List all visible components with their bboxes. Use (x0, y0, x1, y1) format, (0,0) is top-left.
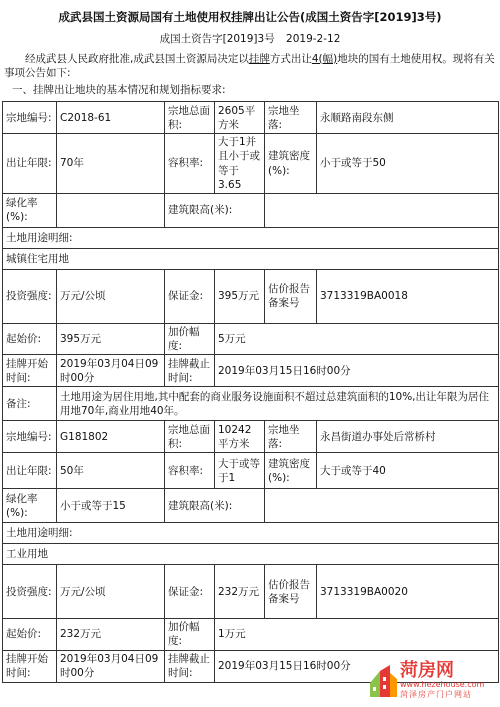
label-invest: 投资强度: (3, 269, 57, 323)
watermark-slogan: 菏泽房产门户网站 (400, 690, 472, 699)
parcel-1-density: 小于或等于50 (317, 134, 499, 194)
parcel-2-appraisal: 3713319BA0020 (317, 565, 499, 619)
parcel-2-area: 10242平方米 (215, 421, 265, 453)
parcel-1-row-remark (3, 387, 499, 421)
label-height: 建筑限高(米): (165, 193, 265, 227)
intro-method: 挂牌 (248, 52, 270, 65)
doc-number: 成国土资告字[2019]3号 (159, 32, 275, 45)
parcel-1-listing-start: 2019年03月04日09时00分 (57, 355, 165, 387)
parcel-1-area: 2605平方米 (215, 102, 265, 134)
label-density: 建筑密度(%): (265, 453, 317, 489)
parcel-2-density: 大于或等于40 (317, 453, 499, 489)
parcel-1-location: 永顺路南段东侧 (317, 102, 499, 134)
parcel-1-height (265, 193, 499, 227)
label-location: 宗地坐落: (265, 102, 317, 134)
parcel-2-row-invest (3, 565, 499, 619)
doc-number-line (4, 32, 496, 46)
label-use-detail: 土地用途明细: (3, 523, 499, 544)
parcel-1-row-use-label (3, 227, 499, 248)
parcel-1-invest: 万元/公顷 (57, 269, 165, 323)
parcel-2-row-basic (3, 421, 499, 453)
parcel-1-row-green (3, 193, 499, 227)
parcel-1-green (57, 193, 165, 227)
intro-count: 4(幅) (311, 52, 338, 65)
parcel-2-location: 永昌街道办事处后常桥村 (317, 421, 499, 453)
parcel-2-use: 工业用地 (3, 544, 499, 565)
parcel-1-start-price: 395万元 (57, 323, 165, 354)
parcel-1-use: 城镇住宅用地 (3, 248, 499, 269)
parcel-2-listing-start: 2019年03月04日09时00分 (57, 650, 165, 682)
label-far: 容积率: (165, 453, 215, 489)
parcel-1-far: 大于1并且小于或等于3.65 (215, 134, 265, 194)
parcel-2-invest: 万元/公顷 (57, 565, 165, 619)
label-parcel-no: 宗地编号: (3, 102, 57, 134)
parcel-2-start-price: 232万元 (57, 619, 165, 650)
label-appraisal: 估价报告备案号 (265, 565, 317, 619)
label-appraisal: 估价报告备案号 (265, 269, 317, 323)
label-start-price: 起始价: (3, 323, 57, 354)
label-density: 建筑密度(%): (265, 134, 317, 194)
label-total-area: 宗地总面积: (165, 421, 215, 453)
parcel-2-increment: 1万元 (215, 619, 499, 650)
label-height: 建筑限高(米): (165, 489, 265, 523)
label-parcel-no: 宗地编号: (3, 421, 57, 453)
parcel-1-row-basic (3, 102, 499, 134)
watermark-brand: 菏房网 (400, 660, 454, 681)
label-increment: 加价幅度: (165, 619, 215, 650)
parcel-2-row-use (3, 544, 499, 565)
parcel-2-term: 50年 (57, 453, 165, 489)
doc-date: 2019-2-12 (286, 32, 341, 45)
label-far: 容积率: (165, 134, 215, 194)
parcel-1-row-listing (3, 355, 499, 387)
parcel-1-increment: 5万元 (215, 323, 499, 354)
parcel-1-appraisal: 3713319BA0018 (317, 269, 499, 323)
parcel-1-deposit: 395万元 (215, 269, 265, 323)
parcel-2-row-use-label (3, 523, 499, 544)
watermark-url: www.hezehouse.com (400, 680, 485, 689)
parcel-1-listing-end: 2019年03月15日16时00分 (215, 355, 499, 387)
label-start-price: 起始价: (3, 619, 57, 650)
label-term: 出让年限: (3, 134, 57, 194)
intro-paragraph (4, 52, 496, 80)
notice-header (0, 0, 500, 97)
label-listing-end: 挂牌截止时间: (165, 650, 215, 682)
section-heading: 一、挂牌出让地块的基本情况和规划指标要求: (12, 84, 226, 97)
label-listing-start: 挂牌开始时间: (3, 355, 57, 387)
parcel-2-listing-end: 2019年03月15日16时00分 (215, 650, 499, 682)
label-location: 宗地坐落: (265, 421, 317, 453)
parcel-1-remark: 土地用途为居住用地,其中配套的商业服务设施面积不超过总建筑面积的10%,出让年限为居住用地70年,商业用地40年。 (57, 387, 499, 421)
parcel-2-row-price (3, 619, 499, 650)
parcel-1-row-invest (3, 269, 499, 323)
parcel-2-height (265, 489, 499, 523)
parcel-table (2, 101, 499, 682)
label-deposit: 保证金: (165, 565, 215, 619)
label-green: 绿化率(%): (3, 193, 57, 227)
parcel-1-row-price (3, 323, 499, 354)
notice-title: 成武县国土资源局国有土地使用权挂牌出让公告(成国土资告字[2019]3号) (58, 10, 442, 24)
label-green: 绿化率(%): (3, 489, 57, 523)
parcel-2-no: G181802 (57, 421, 165, 453)
intro-pre: 经成武县人民政府批准,成武县国土资源局决定以 (25, 52, 249, 65)
label-term: 出让年限: (3, 453, 57, 489)
label-increment: 加价幅度: (165, 323, 215, 354)
label-use-detail: 土地用途明细: (3, 227, 499, 248)
parcel-2-row-green (3, 489, 499, 523)
parcel-2-far: 大于或等于1 (215, 453, 265, 489)
intro-mid: 方式出让 (269, 52, 312, 65)
label-remark: 备注: (3, 387, 57, 421)
parcel-1-row-use (3, 248, 499, 269)
parcel-2-green: 小于或等于15 (57, 489, 165, 523)
parcel-2-deposit: 232万元 (215, 565, 265, 619)
parcel-2-row-term (3, 453, 499, 489)
parcel-1-no: C2018-61 (57, 102, 165, 134)
label-invest: 投资强度: (3, 565, 57, 619)
label-listing-start: 挂牌开始时间: (3, 650, 57, 682)
label-deposit: 保证金: (165, 269, 215, 323)
parcel-1-term: 70年 (57, 134, 165, 194)
label-total-area: 宗地总面积: (165, 102, 215, 134)
house-logo-icon (368, 663, 398, 699)
parcel-1-row-term (3, 134, 499, 194)
intro-post: 地块的国有土地使用权。现将有关事项公告如下: (4, 52, 495, 79)
site-watermark (368, 657, 498, 705)
label-listing-end: 挂牌截止时间: (165, 355, 215, 387)
